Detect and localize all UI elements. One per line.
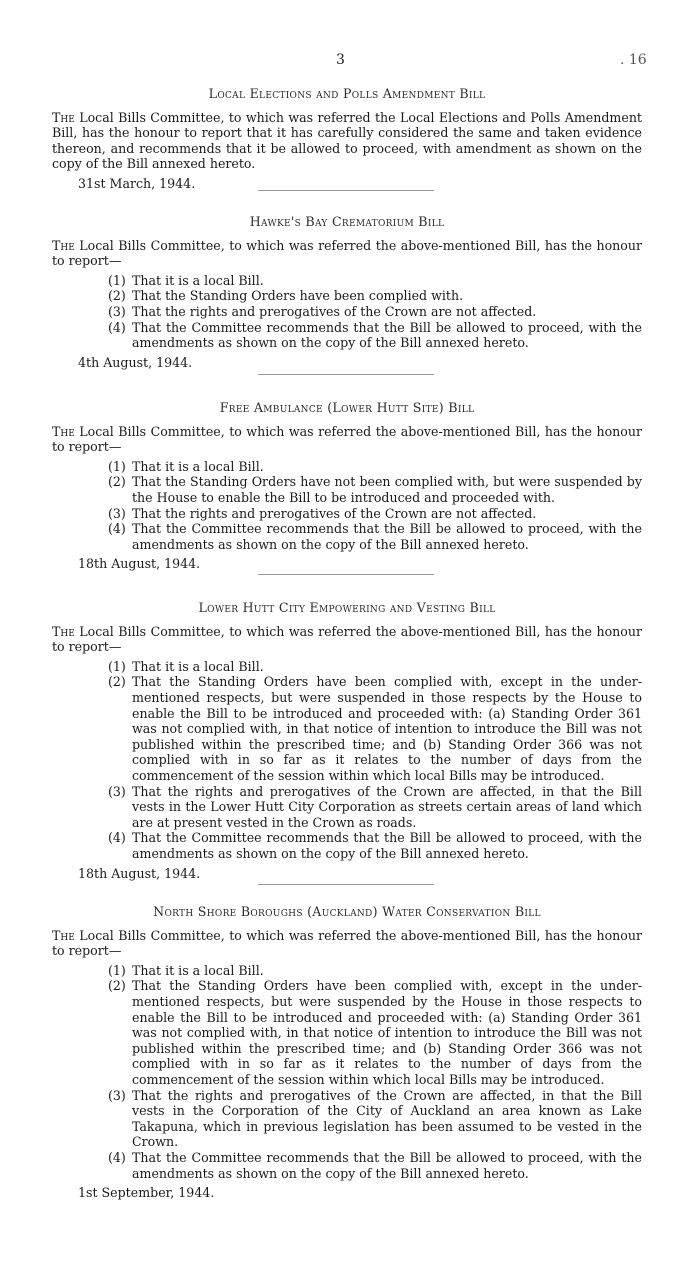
list-item xyxy=(52,521,642,552)
item-text: That the Standing Orders have been complied with, except in the under-mentioned respects, but were suspended in those respects by the House to enable the Bill to be introduced and proceeded with: (a) Standing Order 361 was not complied with, in that notice of intention to introduce the Bill was not published within the prescribed time; and (b) Standing Order 366 was not complied with in so far as it relates to the number of days from the commencement of the session within which local Bills may be introduced. xyxy=(132,674,642,783)
list-item xyxy=(52,784,642,831)
item-number: (2) xyxy=(108,978,126,994)
item-number: (1) xyxy=(108,962,126,978)
item-text: That it is a local Bill. xyxy=(132,272,264,288)
item-number: (1) xyxy=(108,658,126,674)
item-number: (2) xyxy=(108,474,126,490)
section-intro xyxy=(52,110,642,172)
intro-text: Local Bills Committee, to which was referred the above-mentioned Bill, has the honour to report— xyxy=(52,927,642,959)
section-intro xyxy=(52,424,642,455)
item-text: That the Committee recommends that the Bill be allowed to proceed, with the amendments as shown on the copy of the Bill annexed hereto. xyxy=(132,521,642,552)
item-text: That it is a local Bill. xyxy=(132,458,264,474)
item-number: (3) xyxy=(108,505,126,521)
intro-text: Local Bills Committee, to which was referred the Local Elections and Polls Amendment Bill, has the honour to report that it has carefully considered the same and taken evidence thereon, and recommends that it be allowed to proceed, with amendment as shown on the copy of the Bill annexed hereto. xyxy=(52,109,642,172)
intro-lead: The xyxy=(52,927,75,943)
list-item xyxy=(52,474,642,505)
list-item xyxy=(52,273,642,289)
list-item xyxy=(52,963,642,979)
section-title: Hawke's Bay Crematorium Bill xyxy=(249,214,445,229)
page-number: 3 xyxy=(336,52,345,68)
section-title: Free Ambulance (Lower Hutt Site) Bill xyxy=(219,400,475,415)
section-intro xyxy=(52,928,642,959)
report-date: 18th August, 1944. xyxy=(78,865,201,881)
report-section-hawkes-bay xyxy=(52,214,642,370)
intro-lead: The xyxy=(52,423,75,439)
list-item xyxy=(52,1088,642,1150)
page-reference: . 16 xyxy=(620,52,647,68)
report-section-lower-hutt xyxy=(52,600,642,881)
item-text: That the rights and prerogatives of the Crown are not affected. xyxy=(132,303,537,319)
item-text: That it is a local Bill. xyxy=(132,658,264,674)
report-section-local-elections xyxy=(52,86,642,192)
item-number: (2) xyxy=(108,288,126,304)
intro-text: Local Bills Committee, to which was referred the above-mentioned Bill, has the honour to report— xyxy=(52,623,642,655)
section-divider xyxy=(258,574,434,575)
list-item xyxy=(52,674,642,783)
list-item xyxy=(52,459,642,475)
report-items xyxy=(52,273,642,351)
section-title: Local Elections and Polls Amendment Bill xyxy=(208,86,486,101)
list-item xyxy=(52,506,642,522)
report-date: 31st March, 1944. xyxy=(78,175,196,191)
section-divider xyxy=(258,190,434,191)
report-items xyxy=(52,459,642,553)
item-number: (2) xyxy=(108,674,126,690)
list-item xyxy=(52,1150,642,1181)
list-item xyxy=(52,288,642,304)
item-text: That the Committee recommends that the Bill be allowed to proceed, with the amendments as shown on the copy of the Bill annexed hereto. xyxy=(132,319,642,351)
section-title: North Shore Boroughs (Auckland) Water Conservation Bill xyxy=(153,904,541,919)
item-text: That it is a local Bill. xyxy=(132,962,264,978)
item-number: (1) xyxy=(108,272,126,288)
list-item xyxy=(52,320,642,351)
item-text: That the rights and prerogatives of the Crown are affected, in that the Bill vests in the Corporation of the City of Auckland an area known as Lake Takapuna, which in previous legislation has been assumed to be vested in the Crown. xyxy=(132,1087,642,1150)
section-divider xyxy=(258,374,434,375)
report-section-free-ambulance xyxy=(52,400,642,572)
intro-lead: The xyxy=(52,237,75,253)
report-date: 4th August, 1944. xyxy=(78,354,193,370)
item-number: (4) xyxy=(108,830,126,846)
intro-text: Local Bills Committee, to which was referred the above-mentioned Bill, has the honour to report— xyxy=(52,237,642,269)
report-date: 18th August, 1944. xyxy=(78,556,201,572)
item-number: (3) xyxy=(108,783,126,799)
item-number: (1) xyxy=(108,458,126,474)
section-title: Lower Hutt City Empowering and Vesting Bill xyxy=(198,600,496,615)
intro-text: Local Bills Committee, to which was referred the above-mentioned Bill, has the honour to report— xyxy=(52,423,642,455)
section-intro xyxy=(52,238,642,269)
report-items xyxy=(52,659,642,862)
item-text: That the rights and prerogatives of the Crown are not affected. xyxy=(132,505,537,521)
list-item xyxy=(52,830,642,861)
item-number: (4) xyxy=(108,521,126,537)
item-text: That the Standing Orders have not been complied with, but were suspended by the House to enable the Bill to be introduced and proceeded with. xyxy=(132,474,642,505)
list-item xyxy=(52,978,642,1087)
report-items xyxy=(52,963,642,1181)
item-text: That the rights and prerogatives of the Crown are affected, in that the Bill vests in the Lower Hutt City Corporation as streets certain areas of land which are at present vested in the Crown as roads. xyxy=(132,783,642,830)
item-text: That the Standing Orders have been complied with, except in the under-mentioned respects, but were suspended by the House in those respects to enable the Bill to be introduced and proceeded with: (a) Standing Order 361 was not complied with, in that notice of intention to introduce the Bill was not published within the prescribed time; and (b) Standing Order 366 was not complied with in so far as it relates to the number of days from the commencement of the session within which local Bills may be introduced. xyxy=(132,978,642,1087)
item-text: That the Standing Orders have been complied with. xyxy=(132,288,464,304)
report-section-north-shore xyxy=(52,904,642,1201)
item-number: (4) xyxy=(108,319,126,335)
section-divider xyxy=(258,884,434,885)
intro-lead: The xyxy=(52,623,75,639)
item-text: That the Committee recommends that the Bill be allowed to proceed, with the amendments as shown on the copy of the Bill annexed hereto. xyxy=(132,1149,642,1181)
intro-lead: The xyxy=(52,109,75,125)
list-item xyxy=(52,659,642,675)
list-item xyxy=(52,304,642,320)
section-intro xyxy=(52,624,642,655)
item-number: (4) xyxy=(108,1149,126,1165)
item-number: (3) xyxy=(108,1087,126,1103)
item-number: (3) xyxy=(108,303,126,319)
report-date: 1st September, 1944. xyxy=(78,1185,215,1201)
item-text: That the Committee recommends that the Bill be allowed to proceed, with the amendments as shown on the copy of the Bill annexed hereto. xyxy=(132,830,642,861)
